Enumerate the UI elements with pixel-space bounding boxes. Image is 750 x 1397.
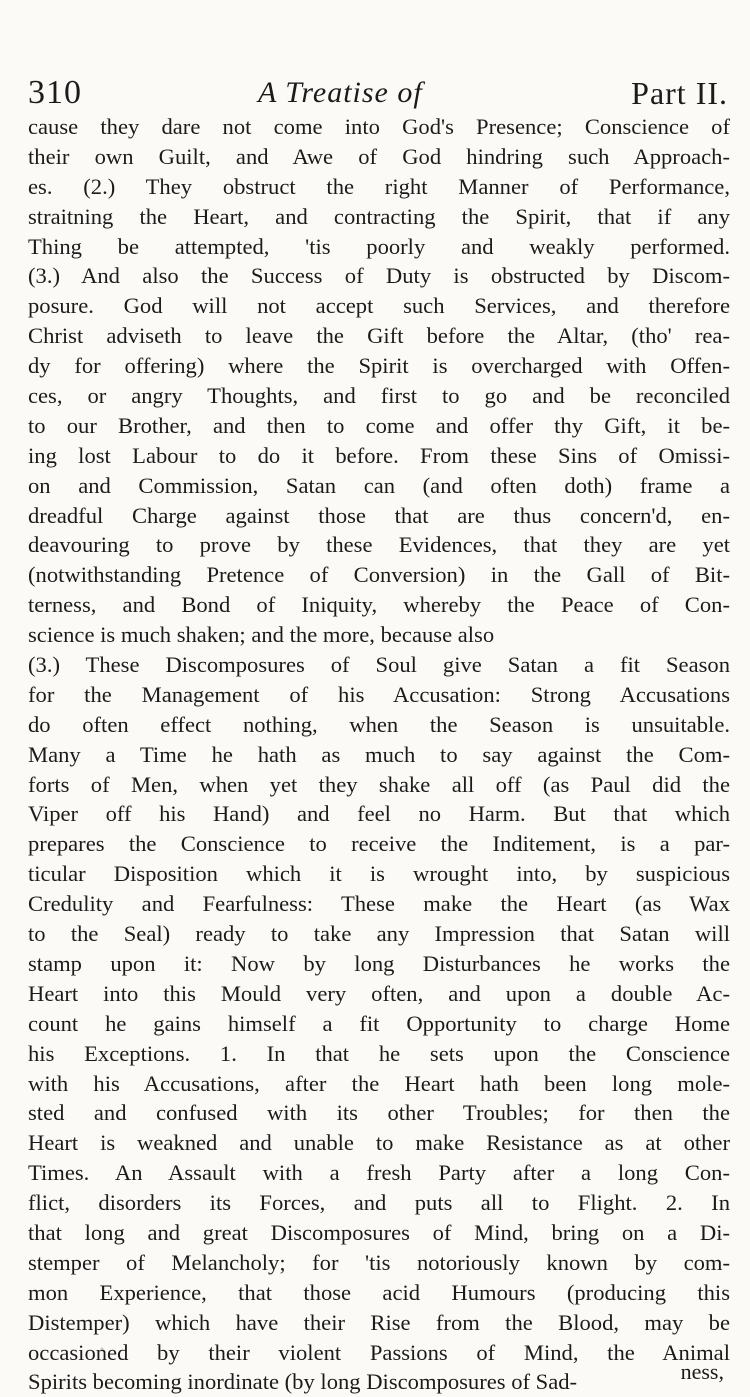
text-line: count he gains himself a fit Opportunity to charge Home <box>28 1010 730 1036</box>
text-line: flict, disorders its Forces, and puts all to Flight. 2. In <box>28 1190 730 1216</box>
text-line: straitning the Heart, and contracting the Spirit, that if any <box>28 203 730 229</box>
text-line: Credulity and Fearfulness: These make the Heart (as Wax <box>28 891 730 917</box>
text-line: (notwithstanding Pretence of Conversion) in the Gall of Bit- <box>28 562 730 588</box>
ink-smudge <box>40 1342 660 1356</box>
text-line: (3.) These Discomposures of Soul give Satan a fit Season <box>28 652 730 678</box>
text-line: mon Experience, that those acid Humours (producing this <box>28 1279 730 1305</box>
running-title: A Treatise of <box>258 76 423 109</box>
text-line: stamp upon it: Now by long Disturbances he works the <box>28 950 730 976</box>
text-line: ticular Disposition which it is wrought into, by suspicious <box>28 861 730 887</box>
text-line: Spirits becoming inordinate (by long Discomposures of Sad- <box>28 1369 578 1395</box>
text-line: that long and great Discomposures of Mind, bring on a Di- <box>28 1219 730 1245</box>
text-line: forts of Men, when yet they shake all off (as Paul did the <box>28 771 730 797</box>
text-line: to our Brother, and then to come and offer thy Gift, it be- <box>28 412 730 438</box>
text-line: dreadful Charge against those that are thus concern'd, en- <box>28 502 730 528</box>
text-line: Thing be attempted, 'tis poorly and weakly performed. <box>28 233 730 259</box>
text-line: cause they dare not come into God's Presence; Conscience of <box>28 114 730 139</box>
text-line: sted and confused with its other Troubles; for then the <box>28 1100 730 1126</box>
text-line: their own Guilt, and Awe of God hindring such Approach- <box>28 143 730 169</box>
text-line: to the Seal) ready to take any Impression that Satan will <box>28 921 730 947</box>
text-line: Christ adviseth to leave the Gift before the Altar, (tho' rea- <box>28 323 730 349</box>
text-line: es. (2.) They obstruct the right Manner of Performance, <box>28 173 730 199</box>
text-line: dy for offering) where the Spirit is overcharged with Offen- <box>28 353 730 379</box>
text-line: Viper off his Hand) and feel no Harm. But that which <box>28 801 730 827</box>
text-line: on and Commission, Satan can (and often doth) frame a <box>28 472 730 498</box>
text-line: deavouring to prove by these Evidences, that they are yet <box>28 532 730 558</box>
text-line: Distemper) which have their Rise from the Blood, may be <box>28 1309 730 1335</box>
text-line: posure. God will not accept such Services, and therefore <box>28 293 730 319</box>
text-line: for the Management of his Accusation: Strong Accusations <box>28 681 730 707</box>
text-line: his Exceptions. 1. In that he sets upon the Conscience <box>28 1040 730 1066</box>
catchword: ness, <box>680 1359 724 1384</box>
text-line: with his Accusations, after the Heart hath been long mole- <box>28 1070 730 1096</box>
text-line: ing lost Labour to do it before. From these Sins of Omissi- <box>28 442 730 468</box>
text-line: occasioned by their violent Passions of Mind, the Animal <box>28 1339 730 1365</box>
text-line: prepares the Conscience to receive the Inditement, is a par- <box>28 831 730 857</box>
text-line: stemper of Melancholy; for 'tis notoriously known by com- <box>28 1249 730 1275</box>
text-line: Times. An Assault with a fresh Party after a long Con- <box>28 1160 730 1186</box>
text-line: ces, or angry Thoughts, and first to go and be reconciled <box>28 383 730 409</box>
part-label: Part II. <box>631 75 728 111</box>
text-line: Heart into this Mould very often, and upon a double Ac- <box>28 980 730 1006</box>
text-line: (3.) And also the Success of Duty is obstructed by Discom- <box>28 263 730 289</box>
text-line: science is much shaken; and the more, because also <box>28 622 495 648</box>
text-line: terness, and Bond of Iniquity, whereby the Peace of Con- <box>28 592 730 618</box>
page-header <box>28 72 728 114</box>
text-line: do often effect nothing, when the Season is unsuitable. <box>28 711 730 737</box>
text-line: Heart is weakned and unable to make Resistance as at other <box>28 1130 730 1156</box>
text-line: Many a Time he hath as much to say against the Com- <box>28 741 730 767</box>
page-number: 310 <box>28 74 82 111</box>
body-text <box>28 112 730 1397</box>
